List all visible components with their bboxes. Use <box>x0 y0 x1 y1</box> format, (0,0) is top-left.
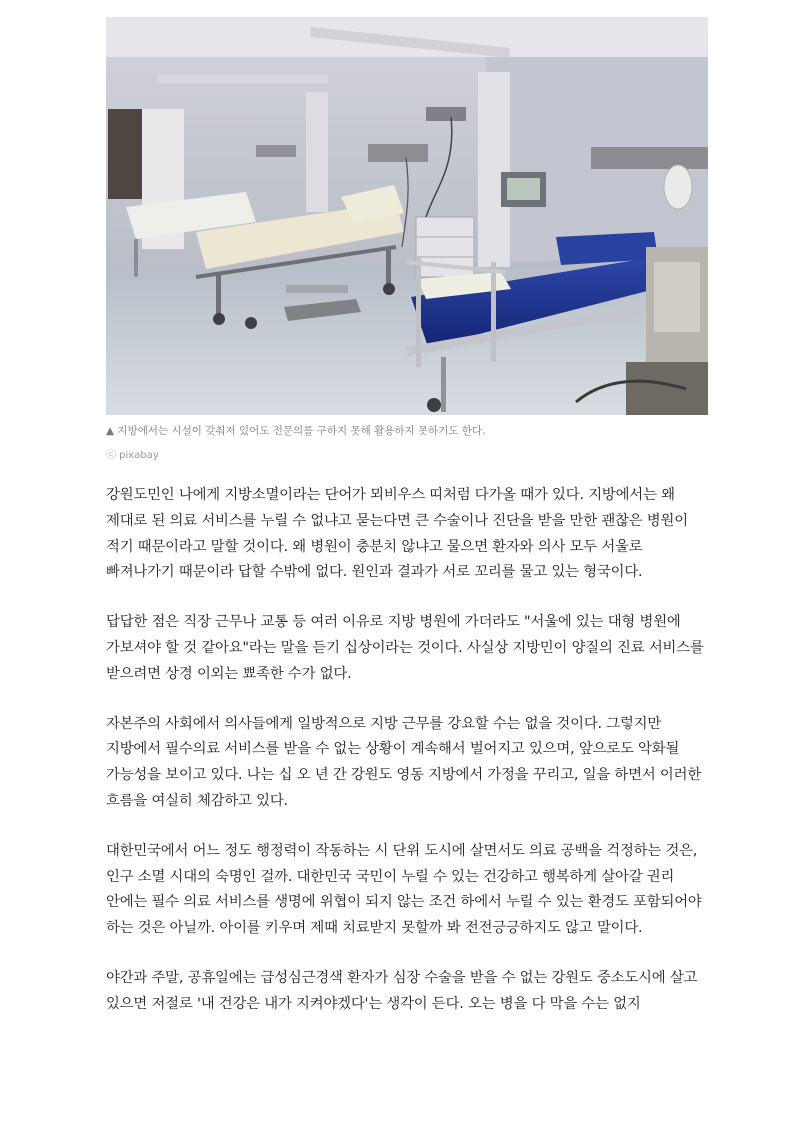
article-body <box>106 483 710 1042</box>
caption-text: 지방에서는 시설이 갖춰져 있어도 전문의를 구하지 못해 활용하지 못하기도 한다. <box>117 425 486 437</box>
paragraph: 답답한 점은 직장 근무나 교통 등 여러 이유로 지방 병원에 가더라도 "서울에 있는 대형 병원에 가보셔야 할 것 같아요"라는 말을 듣기 십상이라는 것이다. 사실상 지방민이 양질의 진료 서비스를 받으려면 상경 이외는 뾰족한 수가 없다. <box>106 614 704 682</box>
photo-caption <box>106 423 708 438</box>
article-photo <box>106 17 708 415</box>
paragraph: 대한민국에서 어느 정도 행정력이 작동하는 시 단위 도시에 살면서도 의료 공백을 걱정하는 것은, 인구 소멸 시대의 숙명인 걸까. 대한민국 국민이 누릴 수 있는 건강하고 행복하게 살아갈 권리 안에는 필수 의료 서비스를 생명에 위협이 되지 않는 조건 하에서 누릴 수 있는 환경도 포함되어야 하는 것은 아닐까. 아이를 키우며 제때 치료받지 못할까 봐 전전긍긍하지도 않고 말이다. <box>106 842 702 937</box>
paragraph: 야간과 주말, 공휴일에는 급성심근경색 환자가 심장 수술을 받을 수 없는 강원도 중소도시에 살고 있으면 저절로 '내 건강은 내가 지켜야겠다'는 생각이 든다. 오는 병을 다 막을 수는 없지 <box>106 969 698 1012</box>
caption-marker: ▲ <box>106 425 115 437</box>
paragraph: 강원도민인 나에게 지방소멸이라는 단어가 뫼비우스 띠처럼 다가올 때가 있다. 지방에서는 왜 제대로 된 의료 서비스를 누릴 수 없냐고 묻는다면 큰 수술이나 진단을 받을 만한 괜찮은 병원이 적기 때문이라고 말할 것이다. 왜 병원이 충분치 않냐고 물으면 환자와 의사 모두 서울로 빠져나가기 때문이라 답할 수밖에 없다. 원인과 결과가 서로 꼬리를 물고 있는 형국이다. <box>106 487 688 581</box>
paragraph: 자본주의 사회에서 의사들에게 일방적으로 지방 근무를 강요할 수는 없을 것이다. 그렇지만 지방에서 필수의료 서비스를 받을 수 없는 상황이 계속해서 벌어지고 있으며, 앞으로도 악화될 가능성을 보이고 있다. 나는 십 오 년 간 강원도 영동 지방에서 가정을 꾸리고, 일을 하면서 이러한 흐름을 여실히 체감하고 있다. <box>106 715 702 809</box>
photo-credit: ⓒ pixabay <box>106 450 159 461</box>
